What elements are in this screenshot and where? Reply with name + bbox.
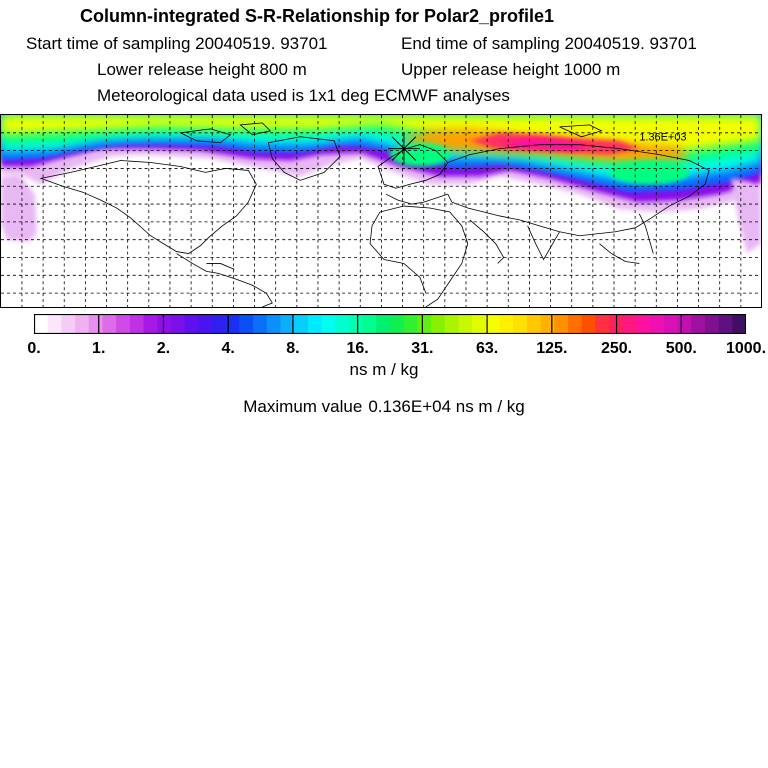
- colorbar-cell: [678, 314, 692, 334]
- colorbar-cell: [294, 314, 308, 334]
- colorbar-cell: [664, 314, 678, 334]
- colorbar-cell: [239, 314, 253, 334]
- colorbar-cell: [554, 314, 568, 334]
- colorbar-cell: [130, 314, 144, 334]
- colorbar-cell: [513, 314, 527, 334]
- max-value-marker-label: 1.36E+03: [639, 131, 687, 144]
- colorbar-cell: [253, 314, 267, 334]
- colorbar-cell: [431, 314, 445, 334]
- lower-release-height-label: Lower release height 800 m: [97, 60, 307, 79]
- colorbar-cell: [34, 314, 48, 334]
- colorbar-cell: [198, 314, 212, 334]
- colorbar-cell: [322, 314, 336, 334]
- colorbar-cell: [335, 314, 349, 334]
- colorbar-cell: [472, 314, 486, 334]
- colorbar-cell: [623, 314, 637, 334]
- plot-title: Column-integrated S-R-Relationship for Polar2_profile1: [80, 6, 555, 26]
- colorbar-cell: [500, 314, 514, 334]
- end-time-label: End time of sampling 20040519. 93701: [401, 34, 697, 53]
- colorbar: [34, 314, 746, 334]
- colorbar-cell: [445, 314, 459, 334]
- colorbar-cell: [157, 314, 171, 334]
- colorbar-tick-label: 16.: [346, 340, 369, 357]
- colorbar-cell: [48, 314, 62, 334]
- colorbar-cell: [171, 314, 185, 334]
- colorbar-cell: [541, 314, 555, 334]
- colorbar-cell: [89, 314, 103, 334]
- colorbar-tick-label: 250.: [600, 340, 633, 357]
- colorbar-tick-label: 125.: [536, 340, 568, 357]
- colorbar-cell: [636, 314, 650, 334]
- meteorological-data-label: Meteorological data used is 1x1 deg ECMWF analyses: [97, 86, 510, 105]
- colorbar-cell: [376, 314, 390, 334]
- colorbar-tick-label: 8.: [286, 340, 300, 357]
- maximum-value: 0.136E+04 ns m / kg: [368, 397, 525, 416]
- receptor-marker: [388, 133, 420, 165]
- colorbar-tick-label: 1000.: [725, 340, 767, 357]
- colorbar-tick-label: 500.: [665, 340, 697, 357]
- colorbar-tick-label: 31.: [411, 340, 434, 357]
- colorbar-cell: [719, 314, 733, 334]
- colorbar-tick-label: 1.: [92, 340, 106, 357]
- colorbar-cell: [595, 314, 609, 334]
- maximum-value-text: [0, 397, 768, 417]
- colorbar-cell: [363, 314, 377, 334]
- colorbar-cell: [267, 314, 281, 334]
- colorbar-cell: [732, 314, 746, 334]
- colorbar-cell: [116, 314, 130, 334]
- colorbar-cell: [691, 314, 705, 334]
- colorbar-cell: [144, 314, 158, 334]
- maximum-value-label: Maximum value: [243, 397, 363, 416]
- colorbar-cell: [102, 314, 116, 334]
- colorbar-cell: [650, 314, 664, 334]
- colorbar-cell: [212, 314, 226, 334]
- colorbar-cell: [75, 314, 89, 334]
- colorbar-cell: [568, 314, 582, 334]
- sensitivity-map: [0, 114, 762, 308]
- colorbar-cell: [349, 314, 363, 334]
- colorbar-cell: [390, 314, 404, 334]
- colorbar-cell: [404, 314, 418, 334]
- colorbar-cell: [458, 314, 472, 334]
- colorbar-cell: [417, 314, 431, 334]
- colorbar-unit-label: ns m / kg: [349, 360, 419, 379]
- colorbar-tick-label: 0.: [27, 340, 41, 357]
- start-time-label: Start time of sampling 20040519. 93701: [26, 34, 328, 53]
- colorbar-cell: [61, 314, 75, 334]
- colorbar-tick-label: 63.: [475, 340, 499, 357]
- colorbar-tick-label: 2.: [156, 340, 171, 357]
- colorbar-cell: [582, 314, 596, 334]
- colorbar-cell: [486, 314, 500, 334]
- colorbar-cell: [705, 314, 719, 334]
- colorbar-cell: [308, 314, 322, 334]
- colorbar-cell: [527, 314, 541, 334]
- upper-release-height-label: Upper release height 1000 m: [401, 60, 621, 79]
- colorbar-cell: [185, 314, 199, 334]
- colorbar-tick-label: 4.: [221, 340, 235, 357]
